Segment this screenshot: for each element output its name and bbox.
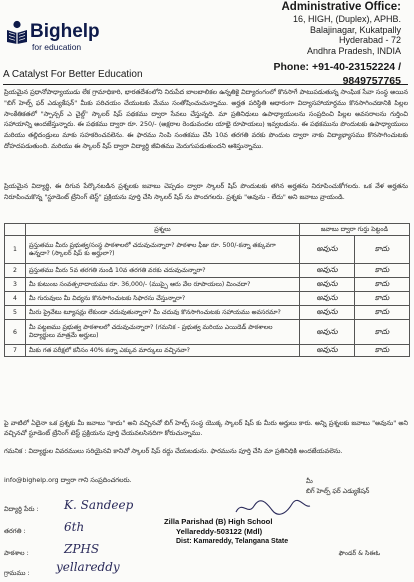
row-number: 3 <box>5 278 26 292</box>
table-header-num <box>5 224 26 236</box>
table-row <box>5 306 410 320</box>
answer-no: కాదు <box>355 236 410 264</box>
question-text: మీ గురువులు మీ విద్యను కొనసాగించుటకు సిఫారసు చేస్తున్నారా? <box>26 292 300 306</box>
answer-yes: అవును <box>300 236 355 264</box>
question-text: మీకు గత పరీక్షలో కనీసం 40% కన్నా ఎక్కువ మార్కులు వచ్చినవా? <box>26 345 300 357</box>
table-row <box>5 264 410 278</box>
school-row <box>4 549 58 559</box>
instruction-note: పై వాటిలో ఏదైనా ఒక ప్రశ్నకు మీ జవాబు "కాదు" అని వచ్చినచో బిగ్ హెల్ప్ సంస్థ యొక్క స్కాలర్ షిప్ కు మీరు అర్హులు కారు. అన్ని ప్రశ్నలకు జవాబు "అవును" అని వచ్చినచో స్టూడెంట్ ట్రేనింగ్ టెస్ట్ ప్రక్రియను పూర్తి చేయవలసినదిగా కోరుచున్నాము. <box>4 419 408 437</box>
header-divider <box>3 84 408 85</box>
answer-yes: అవును <box>300 292 355 306</box>
school-label: పాఠశాల : <box>4 549 29 557</box>
address-line: Hyderabad - 72 <box>338 35 401 45</box>
intro-paragraph: ప్రియమైన ప్రధానోపాధ్యాయుడు లేక గ్రామాధికారి, భారతదేశంలోని నిరుపేద బాలబాలికల ఉన్నతికై విద్యారంగంలో కొనసాగే పాటుపడుతున్న సాంఘిక సేవా సంస్థ అయిన "బిగ్ హెల్ప్ ఫర్ ఎడ్యుకేషన్" మీకు పరిచయం చేయుటకు మేము సంతోషించుచున్నాము. అర్హత పరిస్థితి ఆధారంగా విద్యాసహాయార్ధము కొనసాగించడానికి పిల్లల సాంకేతికతలో "స్పాన్సర్ ఎ చైల్డ్" స్కాలర్ షిప్ పథకము ద్వారా సేవలు చేస్తున్నది. మా ప్రతినిధులు ఉపాధ్యాయులను సంప్రదించి పిల్లల అవసరాలను గుర్తించి సహాయాన్ని అందజేస్తున్నారు. ఈ పథకము ద్వారా రూ. 250/- (అక్షరాల రెండువందల యాభై రూపాయలు) ఇవ్వబడును. ఈ పథకమును పొందుటకు ఉపాధ్యాయులు మరియు తల్లిదండ్రులు మాకు సహకరించవలెను. ఈ ఫారము నింపి సంతకము చేసి 10వ తరగతి వరకు పొందుట ద్వారా నాకు విద్యాభ్యాసము కొనసాగించుటకు దోహదపడుతుంది. మరియు ఈ స్కాలర్ షిప్ ద్వారా విద్యార్ధి జీవితము మెరుగుపడుతుందని ఆశిస్తున్నాము. <box>4 88 408 150</box>
stamp-line: Yellareddy-503122 (Mdl) <box>176 527 263 536</box>
table-row <box>5 345 410 357</box>
row-number: 1 <box>5 236 26 264</box>
table-header-question: ప్రశ్నలు <box>26 224 300 236</box>
row-number: 6 <box>5 320 26 345</box>
answer-no: కాదు <box>355 278 410 292</box>
answer-yes: అవును <box>300 320 355 345</box>
answer-no: కాదు <box>355 264 410 278</box>
answer-yes: అవును <box>300 345 355 357</box>
office-title: Administrative Office: <box>281 1 401 13</box>
table-row <box>5 320 410 345</box>
village-label: గ్రామము : <box>4 569 30 577</box>
question-text: ప్రస్తుతము మీరు ప్రభుత్వ/సంస్థ పాఠశాలలో చదువుచున్నారా? పాఠశాల ఫీజు రూ. 500/-కన్నా తక్కువగా ఉన్నదా? (స్కాలర్ షిప్ కు అర్హులా?) <box>26 236 300 264</box>
answer-no: కాదు <box>355 320 410 345</box>
question-text: మీ పట్టణము ప్రభుత్వ పాఠశాలలో చదువుచున్నారా? (గమనిక - ప్రభుత్వ మరియు ఎయిడెడ్ పాఠశాలల విద్యార్థులు మాత్రమే అర్హులు) <box>26 320 300 345</box>
table-row <box>5 278 410 292</box>
address-line: Andhra Pradesh, INDIA <box>306 45 401 56</box>
student-name-label: విద్యార్థి పేరు : <box>4 505 39 513</box>
brand-name: Bighelp <box>30 21 100 42</box>
village-row <box>4 569 58 579</box>
row-number: 5 <box>5 306 26 320</box>
student-paragraph: ప్రియమైన విద్యార్థి, ఈ దిగువ పేర్కొనబడిన ప్రశ్నలకు జవాబు చెప్పడం ద్వారా స్కాలర్ షిప్ పొందుటకు తగిన అర్హతను నిరూపించుకోగలరు. ఒక వేళ అర్హతను నిరూపించుకొన్న "స్టూడెంట్ ట్రేనింగ్ టెస్ట్" ప్రక్రియను పూర్తి చేసి స్కాలర్ షిప్ ను పొందగలరు. ప్రశ్నకు "అవును - లేదు" అని జవాబు వ్రాయండి. <box>4 182 408 201</box>
class-row <box>4 527 58 537</box>
book-reader-icon <box>6 20 28 44</box>
answer-yes: అవును <box>300 278 355 292</box>
office-address <box>231 1 401 88</box>
answer-yes: అవును <box>300 306 355 320</box>
address-line: Balajinagar, Kukatpally <box>309 24 401 35</box>
phone-number: Phone: +91-40-23152224 / 9849757765 <box>273 61 401 87</box>
headmaster-signature <box>232 498 312 518</box>
village-value: yellareddy <box>56 560 120 574</box>
question-text: మీరు ప్రైవేటు ట్యూషన్లు లేకుండా చదువుతున్నారా? మీ చదువు కొనసాగించుటకు సహాయము అవసరమా? <box>26 306 300 320</box>
question-text: ప్రస్తుతము మీరు 5వ తరగతి నుండి 10వ తరగతి వరకు చదువుచున్నారా? <box>26 264 300 278</box>
class-label: తరగతి : <box>4 527 26 535</box>
class-value: 6th <box>64 520 85 534</box>
stamp-line: Zilla Parishad (B) High School <box>164 517 273 526</box>
answer-no: కాదు <box>355 292 410 306</box>
school-stamp <box>164 517 314 547</box>
row-number: 2 <box>5 264 26 278</box>
row-number: 7 <box>5 345 26 357</box>
tagline: A Catalyst For Better Education <box>3 69 143 80</box>
answer-no: కాదు <box>355 306 410 320</box>
student-name-row <box>4 505 58 515</box>
answer-yes: అవును <box>300 264 355 278</box>
signoff <box>306 476 386 496</box>
brand-subtitle: for education <box>32 42 82 52</box>
signoff-org: బిగ్ హెల్ప్ ఫర్ ఎడ్యుకేషన్ <box>306 487 370 495</box>
table-row <box>5 292 410 306</box>
question-text: మీ కుటుంబ సంవత్సరాదాయము రూ. 36,000/- (ముప్పై ఆరు వేల రూపాయలు) మించదా? <box>26 278 300 292</box>
table-row <box>5 236 410 264</box>
student-name-value: K. Sandeep <box>64 498 134 512</box>
founder-designation: ఫౌండర్ & సిఈఓ <box>338 550 380 557</box>
row-number: 4 <box>5 292 26 306</box>
attention-note: గమనిక : విద్యార్థుల వివరములు సరియైనవి కానిచో స్కాలర్ షిప్ రద్దు చేయబడును. ఫారమును పూర్తి చేసి మా ప్రతినిధికి అందజేయవలెను. <box>4 447 343 455</box>
eligibility-table <box>4 223 410 357</box>
contact-email: info@bighelp.org ద్వారా గాని సంప్రదించగలరు. <box>4 476 132 484</box>
stamp-line: Dist: Kamareddy, Telangana State <box>176 538 289 545</box>
signoff-line: మీ <box>306 477 313 485</box>
answer-no: కాదు <box>355 345 410 357</box>
table-header-answer: జవాబు ద్వారా గుర్తు పెట్టండి <box>300 224 410 236</box>
address-line: 16, HIGH, (Duplex), APHB. <box>292 14 401 24</box>
school-value: ZPHS <box>64 542 100 556</box>
bighelp-logo <box>6 6 146 58</box>
